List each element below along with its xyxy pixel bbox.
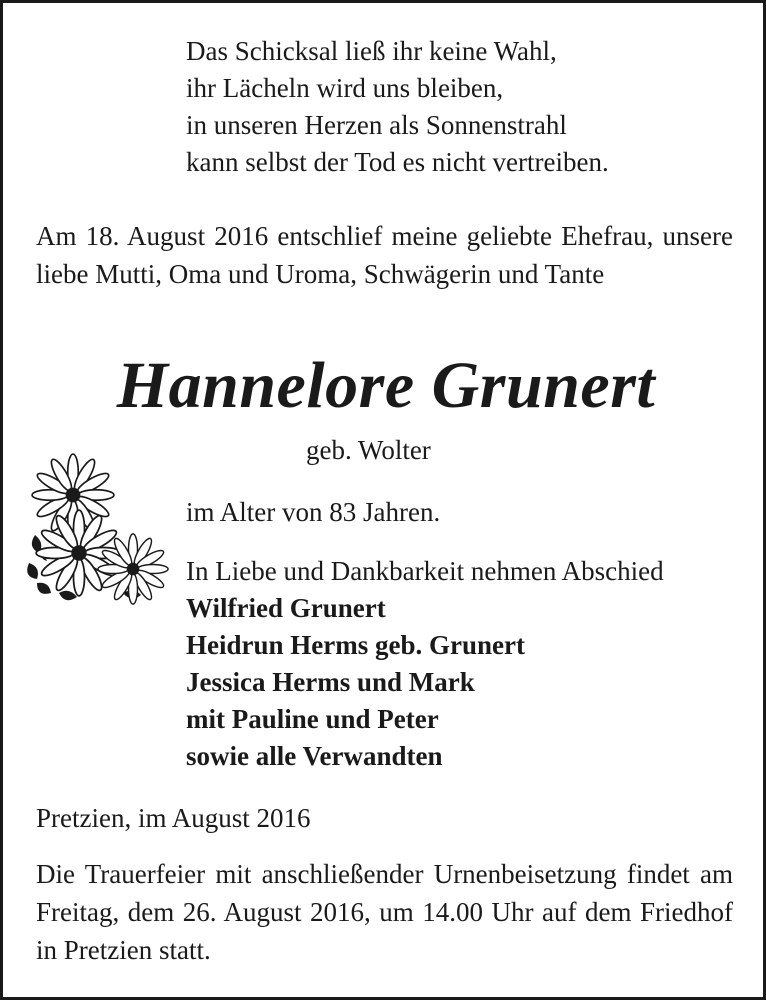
age-line: im Alter von 83 Jahren. [186, 497, 441, 527]
funeral-notice: Die Trauerfeier mit anschließender Urnenbeisetzung findet am Freitag, dem 26. August 2016, um 14.00 Uhr auf dem Friedhof in Pretzien statt. [36, 859, 733, 965]
mourner-name: Heidrun Herms geb. Grunert [186, 630, 525, 660]
poem-line: ihr Lächeln wird uns bleiben, [186, 73, 504, 103]
mourner-name: Wilfried Grunert [186, 593, 386, 623]
place-date: Pretzien, im August 2016 [36, 803, 311, 833]
poem-line: in unseren Herzen als Sonnenstrahl [186, 110, 567, 140]
flowers-illustration [23, 443, 183, 613]
poem-line: kann selbst der Tod es nicht vertreiben. [186, 147, 609, 177]
deceased-name: Hannelore Grunert [116, 349, 656, 422]
poem [186, 33, 609, 181]
mourners-block [186, 553, 664, 775]
announcement-text: Am 18. August 2016 entschlief meine geliebte Ehefrau, unsere liebe Mutti, Oma und Uroma, Schwägerin und Tante [36, 221, 733, 289]
birth-name: geb. Wolter [306, 435, 431, 465]
farewell-line: In Liebe und Dankbarkeit nehmen Abschied [186, 556, 664, 586]
poem-line: Das Schicksal ließ ihr keine Wahl, [186, 36, 557, 66]
flower-right [98, 534, 168, 604]
mourner-name: mit Pauline und Peter [186, 704, 439, 734]
mourner-name: sowie alle Verwandten [186, 741, 443, 771]
mourner-name: Jessica Herms und Mark [186, 667, 475, 697]
